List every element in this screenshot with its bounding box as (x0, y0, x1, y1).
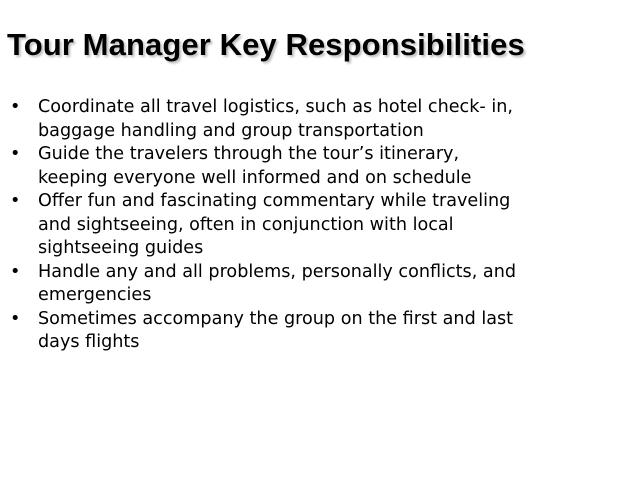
bullet-dot-icon: • (10, 308, 21, 329)
bullet-dot-icon: • (10, 144, 21, 164)
bullet-item-2 (8, 143, 630, 190)
bullet-item-3 (8, 190, 630, 261)
bullet-dot-icon: • (10, 191, 21, 211)
bullet-line: emergencies (38, 285, 152, 305)
bullet-item-1 (8, 96, 630, 143)
bullet-line: Sometimes accompany the group on the first and last (38, 308, 514, 329)
bullet-item-4 (8, 261, 630, 308)
bullet-dot-icon: • (10, 97, 21, 117)
bullet-list (8, 96, 630, 355)
bullet-item-5 (8, 308, 630, 355)
bullet-line: Coordinate all travel logistics, such as hotel check- in, (38, 97, 513, 117)
slide-title: Tour Manager Key Responsibilities (7, 27, 525, 62)
bullet-line: baggage handling and group transportation (38, 120, 424, 141)
bullet-line: sightseeing guides (38, 238, 204, 258)
bullet-line: keeping everyone well informed and on schedule (38, 167, 472, 188)
bullet-dot-icon: • (10, 261, 21, 282)
bullet-line: Guide the travelers through the tour’s itinerary, (38, 144, 460, 164)
bullet-line: days flights (38, 332, 140, 352)
bullet-line: Offer fun and fascinating commentary while traveling (38, 191, 511, 211)
bullet-line: Handle any and all problems, personally conflicts, and (38, 261, 517, 282)
bullet-line: and sightseeing, often in conjunction with local (38, 214, 454, 235)
